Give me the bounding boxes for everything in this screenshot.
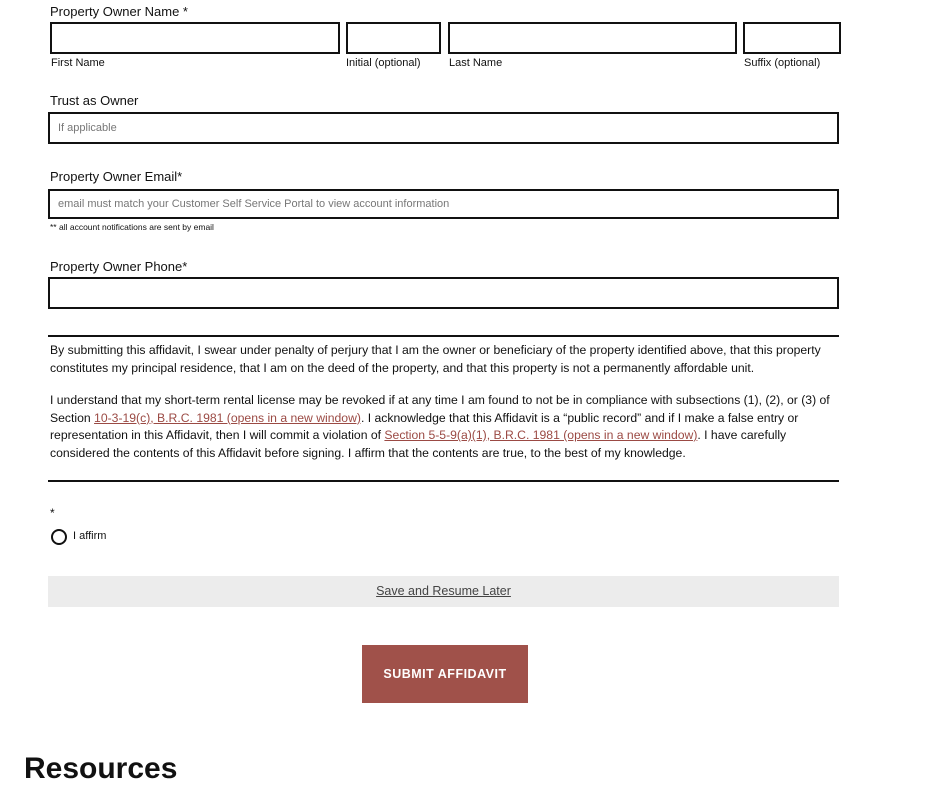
- resources-heading: Resources: [24, 752, 178, 785]
- last-name-label: Last Name: [449, 57, 503, 69]
- save-resume-bar: [48, 576, 839, 607]
- last-name-input[interactable]: [448, 22, 737, 54]
- affidavit-bottom-divider: [48, 480, 839, 482]
- phone-label: Property Owner Phone*: [50, 259, 188, 274]
- first-name-input[interactable]: [50, 22, 340, 54]
- first-name-label: First Name: [51, 57, 105, 69]
- trust-label: Trust as Owner: [50, 93, 139, 108]
- initial-label: Initial (optional): [346, 57, 421, 69]
- brc-5-5-9-link[interactable]: Section 5-5-9(a)(1), B.R.C. 1981 (opens in a new window): [384, 428, 698, 442]
- email-input[interactable]: [48, 189, 839, 219]
- affidavit-text-a: I understand that my short-term rental license may be revoked if at any time I am found to not be in compliance with subsections (1), (2), or (3) of Section: [50, 393, 830, 425]
- initial-input[interactable]: [346, 22, 441, 54]
- owner-name-label: Property Owner Name *: [50, 4, 188, 19]
- affidavit-paragraph-2: [50, 392, 836, 462]
- submit-affidavit-button[interactable]: SUBMIT AFFIDAVIT: [362, 645, 528, 703]
- affirm-required-mark: *: [50, 506, 55, 520]
- affidavit-top-divider: [48, 335, 839, 337]
- email-note: ** all account notifications are sent by email: [50, 222, 214, 232]
- trust-input[interactable]: [48, 112, 839, 144]
- affidavit-text-c: . I have carefully considered the contents of this Affidavit before signing. I affirm that the contents are true, to the best of my knowledge.: [50, 428, 787, 460]
- affirm-radio[interactable]: [51, 529, 67, 545]
- suffix-label: Suffix (optional): [744, 57, 821, 69]
- affidavit-paragraph-1: By submitting this affidavit, I swear under penalty of perjury that I am the owner or beneficiary of the property identified above, that this property constitutes my principal residence, that I am on the deed of the property, and that this property is not a permanently affordable unit.: [50, 343, 821, 375]
- affirm-label: I affirm: [73, 530, 107, 542]
- phone-input[interactable]: [48, 277, 839, 309]
- affidavit-text-b: . I acknowledge that this Affidavit is a “public record” and if I make a false entry or representation in this Affidavit, then I will commit a violation of: [50, 410, 799, 442]
- suffix-input[interactable]: [743, 22, 841, 54]
- save-resume-button[interactable]: Save and Resume Later: [376, 584, 511, 598]
- email-label: Property Owner Email*: [50, 169, 183, 184]
- brc-10-3-19-link[interactable]: 10-3-19(c), B.R.C. 1981 (opens in a new window): [94, 410, 361, 425]
